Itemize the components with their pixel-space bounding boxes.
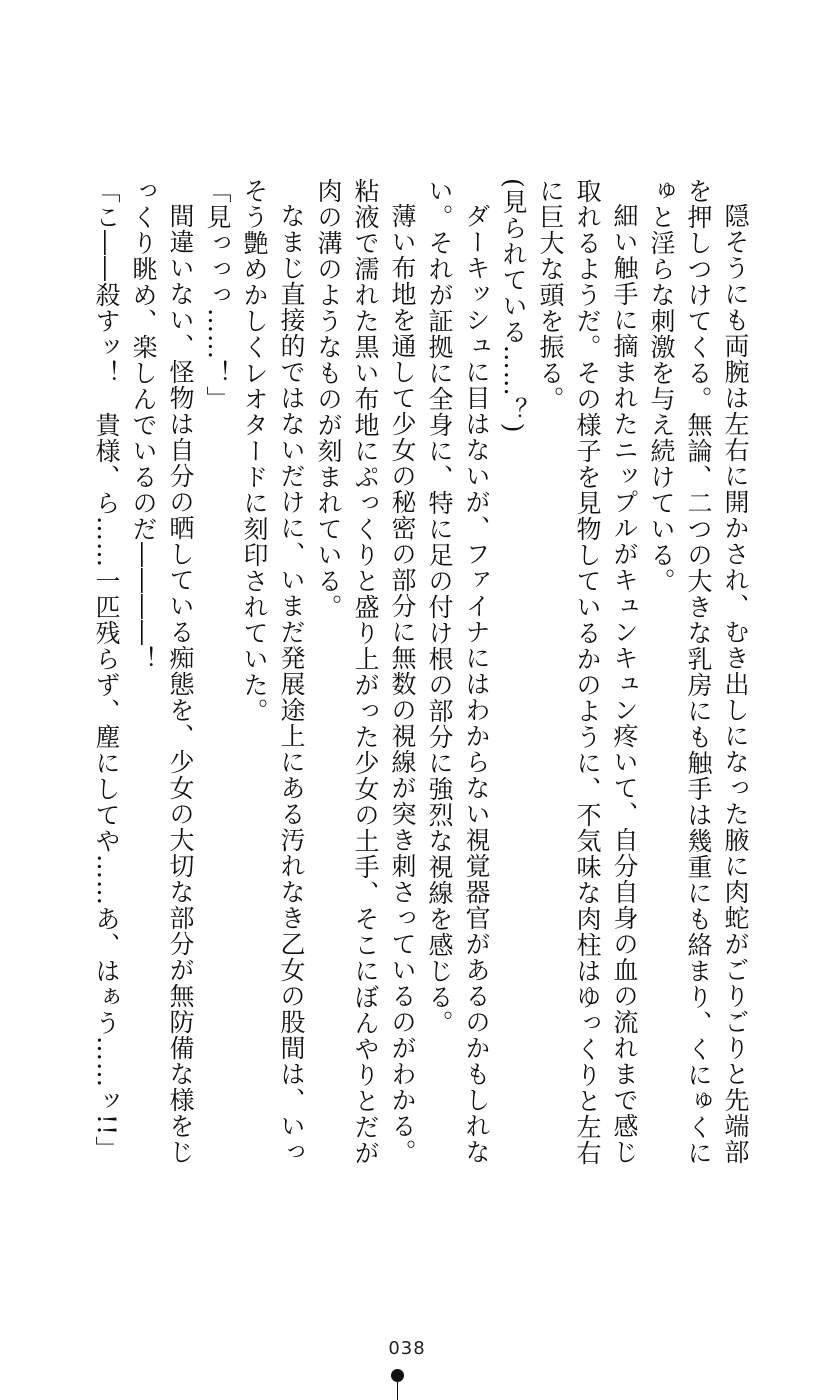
page-number: 038 [388, 1338, 426, 1359]
paragraph-5: 薄い布地を通して少女の秘密の部分に無数の視線が突き刺さっているのがわかる。粘液で濡れた黒い布地にぷっくりと盛り上がった少女の土手、そこにぼんやりとだが肉の溝のようなものが刻まれている。 [314, 178, 417, 1166]
paragraph-9: 「こ――殺すッ！ 貴様、ら……一匹残らず、塵にしてや……あ、はぁう……ッ!!」 [92, 178, 121, 1163]
paragraph-6: なまじ直接的ではないだけに、いまだ発展途上にある汚れなき乙女の股間は、いっそう艶めかしくレオタードに刻印されていた。 [240, 178, 306, 1165]
vertical-text-body [88, 178, 754, 1178]
paragraph-8: 間違いない、怪物は自分の晒している痴態を、少女の大切な部分が無防備な様をじっくり眺め、楽しんでいるのだ――――！ [129, 178, 195, 1165]
paragraph-3: (見られている……？) [499, 178, 528, 434]
paragraph-1: 隠そうにも両腕は左右に開かされ、むき出しになった腋に肉蛇がごりごりと先端部を押しつけてくる。無論、二つの大きな乳房にも触手は幾重にも絡まり、くにゅくにゅと淫らな刺激を与え続けている。 [647, 178, 750, 1166]
paragraph-2: 細い触手に摘まれたニップルがキュンキュン疼いて、自分自身の血の流れまで感じ取れるようだ。その様子を見物しているかのように、不気味な肉柱はゆっくりと左右に巨大な頭を振る。 [536, 178, 639, 1166]
page-marker-line [397, 1380, 398, 1400]
paragraph-4: ダーキッシュに目はないが、ファイナにはわからない視覚器官があるのかもしれない。それが証拠に全身に、特に足の付け根の部分に強烈な視線を感じる。 [425, 178, 491, 1165]
paragraph-7: 「見っっっ……！」 [203, 178, 232, 412]
